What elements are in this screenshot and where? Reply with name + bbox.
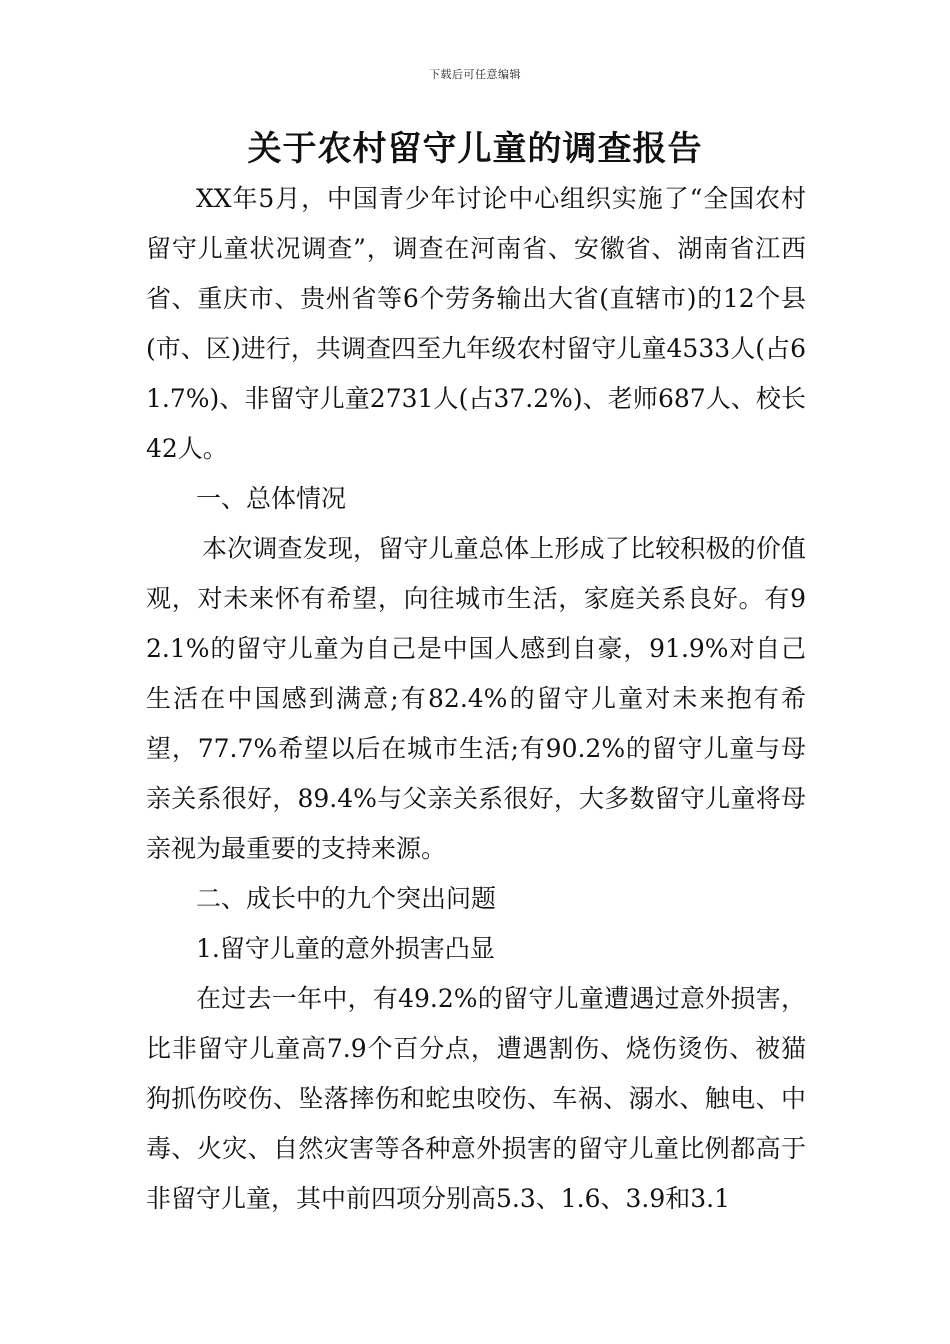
intro-paragraph: XX年5月，中国青少年讨论中心组织实施了“全国农村留守儿童状况调查”，调查在河南省、安徽省、湖南省江西省、重庆市、贵州省等6个劳务输出大省(直辖市)的12个县(市、区)进行，共调查四至九年级农村留守儿童4533人(占61.7%)、非留守儿童2731人(占37.2%)、老师687人、校长42人。 [146,184,806,463]
header-note: 下载后可任意编辑 [429,68,521,81]
injury-paragraph: 在过去一年中，有49.2%的留守儿童遭遇过意外损害，比非留守儿童高7.9个百分点，遭遇割伤、烧伤烫伤、被猫狗抓伤咬伤、坠落摔伤和蛇虫咬伤、车祸、溺水、触电、中毒、火灾、自然灾害等各种意外损害的留守儿童比例都高于非留守儿童，其中前四项分别高5.3、1.6、3.9和3.1 [146,984,806,1213]
document-body [146,174,806,1224]
section-heading-overall: 一、总体情况 [196,484,347,513]
section-heading-problems: 二、成长中的九个突出问题 [196,884,497,913]
page-title: 关于农村留守儿童的调查报告 [247,129,703,169]
subsection-heading-injury: 1.留守儿童的意外损害凸显 [196,934,495,963]
overall-paragraph: 本次调查发现，留守儿童总体上形成了比较积极的价值观，对未来怀有希望，向往城市生活，家庭关系良好。有92.1%的留守儿童为自己是中国人感到自豪，91.9%对自己生活在中国感到满意;有82.4%的留守儿童对未来抱有希望，77.7%希望以后在城市生活;有90.2%的留守儿童与母亲关系很好，89.4%与父亲关系很好，大多数留守儿童将母亲视为最重要的支持来源。 [146,534,806,863]
